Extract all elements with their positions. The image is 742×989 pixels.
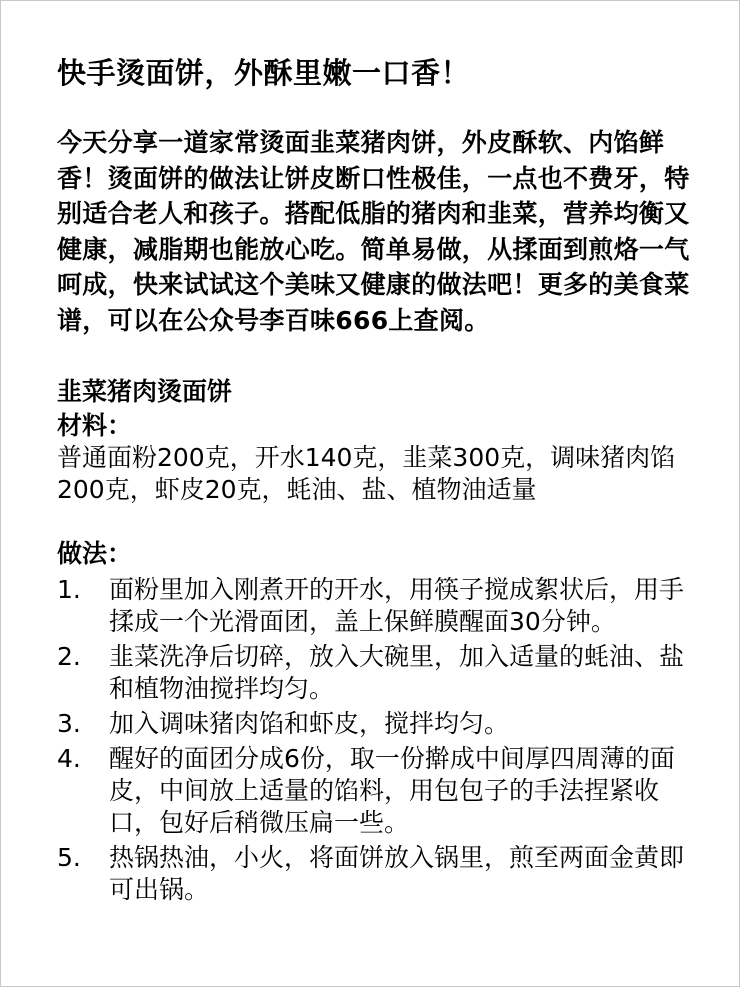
document-content bbox=[57, 51, 707, 909]
materials-text: 普通面粉200克，开水140克，韭菜300克，调味猪肉馅200克，虾皮20克，蚝油、盐、植物油适量 bbox=[57, 443, 676, 504]
intro-paragraph: 今天分享一道家常烫面韭菜猪肉饼，外皮酥软、内馅鲜香！烫面饼的做法让饼皮断口性极佳，一点也不费牙，特别适合老人和孩子。搭配低脂的猪肉和韭菜，营养均衡又健康，减脂期也能放心吃。简单易做，从揉面到煎烙一气呵成，快来试试这个美味又健康的做法吧！更多的美食菜谱，可以在公众号李百味666上查阅。 bbox=[57, 128, 690, 335]
step-number: 1. bbox=[57, 575, 81, 604]
step-item bbox=[57, 574, 707, 638]
step-text: 韭菜洗净后切碎，放入大碗里，加入适量的蚝油、盐和植物油搅拌均匀。 bbox=[109, 642, 685, 703]
step-item bbox=[57, 708, 707, 740]
method-label: 做法： bbox=[57, 539, 133, 568]
step-item bbox=[57, 641, 707, 705]
step-item bbox=[57, 842, 707, 906]
step-text: 醒好的面团分成6份，取一份擀成中间厚四周薄的面皮，中间放上适量的馅料，用包包子的手法捏紧收口，包好后稍微压扁一些。 bbox=[109, 744, 675, 837]
step-number: 2. bbox=[57, 642, 81, 671]
steps-list bbox=[57, 574, 707, 906]
recipe-title: 韭菜猪肉烫面饼 bbox=[57, 377, 233, 406]
step-item bbox=[57, 743, 707, 839]
materials-label: 材料： bbox=[57, 411, 133, 440]
step-text: 加入调味猪肉馅和虾皮，搅拌均匀。 bbox=[109, 709, 510, 738]
step-text: 面粉里加入刚煮开的开水，用筷子搅成絮状后，用手揉成一个光滑面团，盖上保鲜膜醒面30分钟。 bbox=[109, 575, 685, 636]
page-title: 快手烫面饼，外酥里嫩一口香！ bbox=[57, 56, 471, 90]
step-number: 5. bbox=[57, 843, 81, 872]
step-number: 3. bbox=[57, 709, 81, 738]
step-text: 热锅热油，小火，将面饼放入锅里，煎至两面金黄即可出锅。 bbox=[109, 843, 685, 904]
step-number: 4. bbox=[57, 744, 81, 773]
